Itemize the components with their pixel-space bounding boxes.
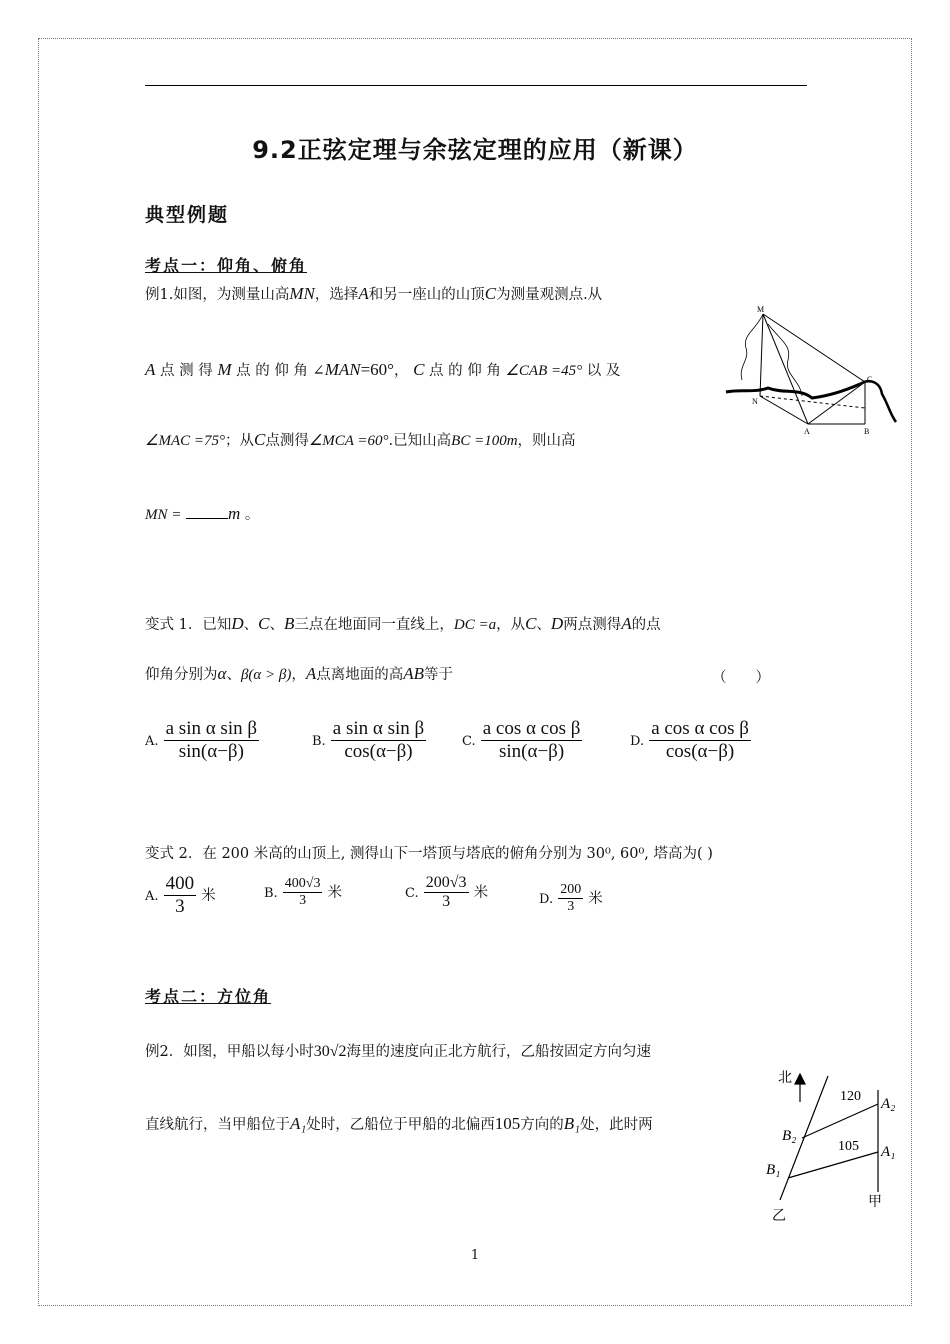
text: 、: [269, 617, 284, 633]
text: 海里的速度向正北方航行，乙船按固定方向匀速: [346, 1044, 652, 1060]
label-C: C: [867, 375, 873, 384]
header-rule: [145, 85, 807, 86]
math-MAN: MAN: [324, 360, 361, 379]
option-label: D.: [630, 734, 645, 749]
math-M: M: [217, 360, 232, 379]
denominator: cos(α−β): [344, 741, 413, 762]
text: ，则山高: [517, 433, 576, 449]
label-yi: 乙: [772, 1208, 786, 1224]
north-arrow-head: [795, 1074, 805, 1084]
text: 例1.如图，为测量山高: [145, 287, 290, 303]
line-B1-A1: [788, 1152, 878, 1178]
mountain-outline-right: [768, 324, 802, 396]
example-1-line-4: [145, 503, 259, 524]
variant-2-option-c: [405, 874, 488, 911]
example-2-line-2: [145, 1113, 653, 1134]
text: 等于: [424, 667, 454, 683]
text: 、: [536, 617, 551, 633]
line-MC: [763, 314, 865, 382]
example-1-line-1: [145, 283, 602, 304]
page-number: 1: [470, 1248, 480, 1263]
math-A: A: [621, 614, 632, 633]
bearing-figure: [760, 1060, 910, 1230]
math-60: =60°: [360, 360, 394, 379]
math-A: A: [145, 360, 156, 379]
text: 直线航行，当甲船位于: [145, 1117, 290, 1133]
math-A1: A₁: [290, 1114, 307, 1133]
example-2-line-1: [145, 1040, 651, 1061]
math-beta: β(α > β): [240, 667, 292, 683]
line-B2-A2: [802, 1104, 878, 1138]
numerator: a sin α sin β: [165, 718, 258, 739]
denominator: 3: [442, 893, 451, 910]
math-D: D: [231, 614, 244, 633]
variant-2-question: 变式 2．在 200 米高的山顶上, 测得山下一塔顶与塔底的俯角分别为 30⁰, 60⁰, 塔高为( ): [145, 846, 713, 862]
option-label: C.: [405, 886, 419, 901]
mountain-figure: [720, 300, 900, 440]
denominator: 3: [175, 896, 185, 917]
text: 点 的 仰 角 ∠: [236, 363, 325, 379]
section-heading: 典型例题: [145, 204, 230, 226]
math-A: A: [358, 284, 369, 303]
math-MN: MN: [289, 284, 315, 303]
text: 点 的 仰 角: [429, 363, 501, 379]
text: ，: [393, 363, 409, 379]
text: 三点在地面同一直线上，: [294, 617, 454, 633]
math-AB: AB: [403, 664, 425, 683]
denominator: sin(α−β): [498, 741, 565, 762]
option-fraction: [558, 882, 583, 915]
option-label: B.: [264, 886, 278, 901]
text: 仰角分别为: [145, 667, 218, 683]
line-MN: [760, 314, 763, 396]
text: 为测量观测点.从: [496, 287, 603, 303]
math-C: C: [484, 284, 497, 303]
math-m: m: [227, 504, 241, 523]
numerator: a cos α cos β: [651, 718, 749, 739]
example-1-line-2: [145, 359, 620, 380]
option-fraction: [481, 718, 583, 763]
text: 变式 1．已知: [145, 617, 232, 633]
line-MA: [763, 314, 808, 424]
variant-1-line-2: [145, 663, 453, 684]
variant-1-option-b: [312, 718, 426, 763]
math-D: D: [550, 614, 564, 633]
variant-1-line-1: [145, 613, 661, 634]
math-MCA: ∠MCA =60°: [308, 433, 389, 449]
example-1-line-3: [145, 429, 576, 450]
text: 处时，乙船位于甲船的北偏西: [306, 1117, 495, 1133]
unit: 米: [327, 885, 343, 901]
math-C: C: [258, 614, 270, 633]
numerator: 400: [165, 873, 195, 894]
text: 处，此时两: [580, 1117, 653, 1133]
option-fraction: [164, 873, 197, 918]
math-CAB: ∠CAB =45°: [505, 363, 583, 379]
option-fraction: [164, 718, 259, 763]
variant-1-option-a: [145, 718, 259, 763]
variant-1-option-c: [462, 718, 582, 763]
label-120: 120: [840, 1089, 861, 1104]
math-alpha: α: [217, 664, 227, 683]
denominator: 3: [299, 893, 307, 908]
line-NA: [760, 396, 808, 424]
text: 点 测 得: [160, 363, 213, 379]
text: 、: [226, 667, 241, 683]
text: ，选择: [314, 287, 359, 303]
math-105: 105: [494, 1114, 521, 1133]
text: ；从: [224, 433, 254, 449]
math-B: B: [283, 614, 295, 633]
math-C: C: [525, 614, 537, 633]
option-fraction: [424, 874, 469, 911]
topic-1-heading: 考点一：仰角、俯角: [145, 256, 308, 275]
math-B1: B₁: [563, 1114, 581, 1133]
option-label: D.: [539, 892, 554, 907]
label-B2: B₂: [782, 1128, 797, 1144]
option-label: A.: [145, 734, 159, 749]
label-north: 北: [778, 1070, 792, 1086]
text: 和另一座山的山顶: [368, 287, 485, 303]
math-MAC: ∠MAC =75°: [145, 433, 225, 449]
variant-2-option-d: [539, 882, 603, 915]
label-jia: 甲: [868, 1194, 882, 1210]
option-label: B.: [312, 734, 326, 749]
text: 以 及: [586, 363, 621, 379]
denominator: cos(α−β): [665, 741, 735, 762]
math-DC: DC =a: [453, 617, 497, 633]
topic-2-heading: 考点二：方位角: [145, 987, 272, 1006]
unit: 米: [201, 888, 216, 904]
variant-2-option-b: [264, 876, 342, 909]
text: 两点测得: [563, 617, 622, 633]
option-label: A.: [145, 889, 159, 904]
text: 、: [243, 617, 259, 633]
math-C: C: [413, 360, 425, 379]
label-B1: B₁: [766, 1162, 781, 1178]
line-AC: [808, 382, 865, 424]
math-MN: MN =: [145, 507, 182, 523]
math-A: A: [305, 664, 317, 683]
text: 的点: [631, 617, 661, 633]
label-M: M: [757, 305, 765, 314]
numerator: a cos α cos β: [482, 718, 581, 739]
label-A1: A₁: [881, 1144, 896, 1160]
text: ，: [291, 667, 306, 683]
math-BC: BC =100m: [451, 433, 518, 449]
text: 例2．如图，甲船以每小时: [145, 1044, 314, 1060]
denominator: 3: [567, 899, 575, 914]
numerator: 200√3: [425, 874, 467, 891]
numerator: 400√3: [284, 876, 321, 891]
mountain-outline-left: [741, 314, 763, 380]
label-A2: A₂: [881, 1096, 896, 1112]
option-label: C.: [462, 734, 476, 749]
page-title: 9.2正弦定理与余弦定理的应用（新课）: [252, 136, 698, 164]
answer-blank: [186, 518, 228, 519]
text: 方向的: [520, 1117, 564, 1133]
option-fraction: [331, 718, 426, 763]
label-N: N: [752, 397, 758, 406]
label-105: 105: [838, 1139, 859, 1154]
text: 点测得: [265, 433, 309, 449]
text: 。: [244, 507, 260, 523]
option-fraction: [649, 718, 751, 763]
label-B: B: [864, 427, 870, 436]
math-speed: 30√2: [313, 1043, 347, 1060]
math-C: C: [253, 430, 266, 449]
text: ，从: [496, 617, 526, 633]
variant-2-option-a: [145, 873, 216, 918]
variant-1-option-d: [630, 718, 751, 763]
label-A: A: [804, 427, 810, 436]
text: 点离地面的高: [316, 667, 404, 683]
unit: 米: [588, 891, 603, 907]
denominator: sin(α−β): [178, 741, 244, 762]
numerator: 200: [560, 882, 582, 897]
unit: 米: [473, 885, 489, 901]
answer-parens: （ ）: [712, 670, 770, 686]
text: .已知山高: [388, 433, 452, 449]
numerator: a sin α sin β: [332, 718, 425, 739]
option-fraction: [283, 876, 323, 909]
